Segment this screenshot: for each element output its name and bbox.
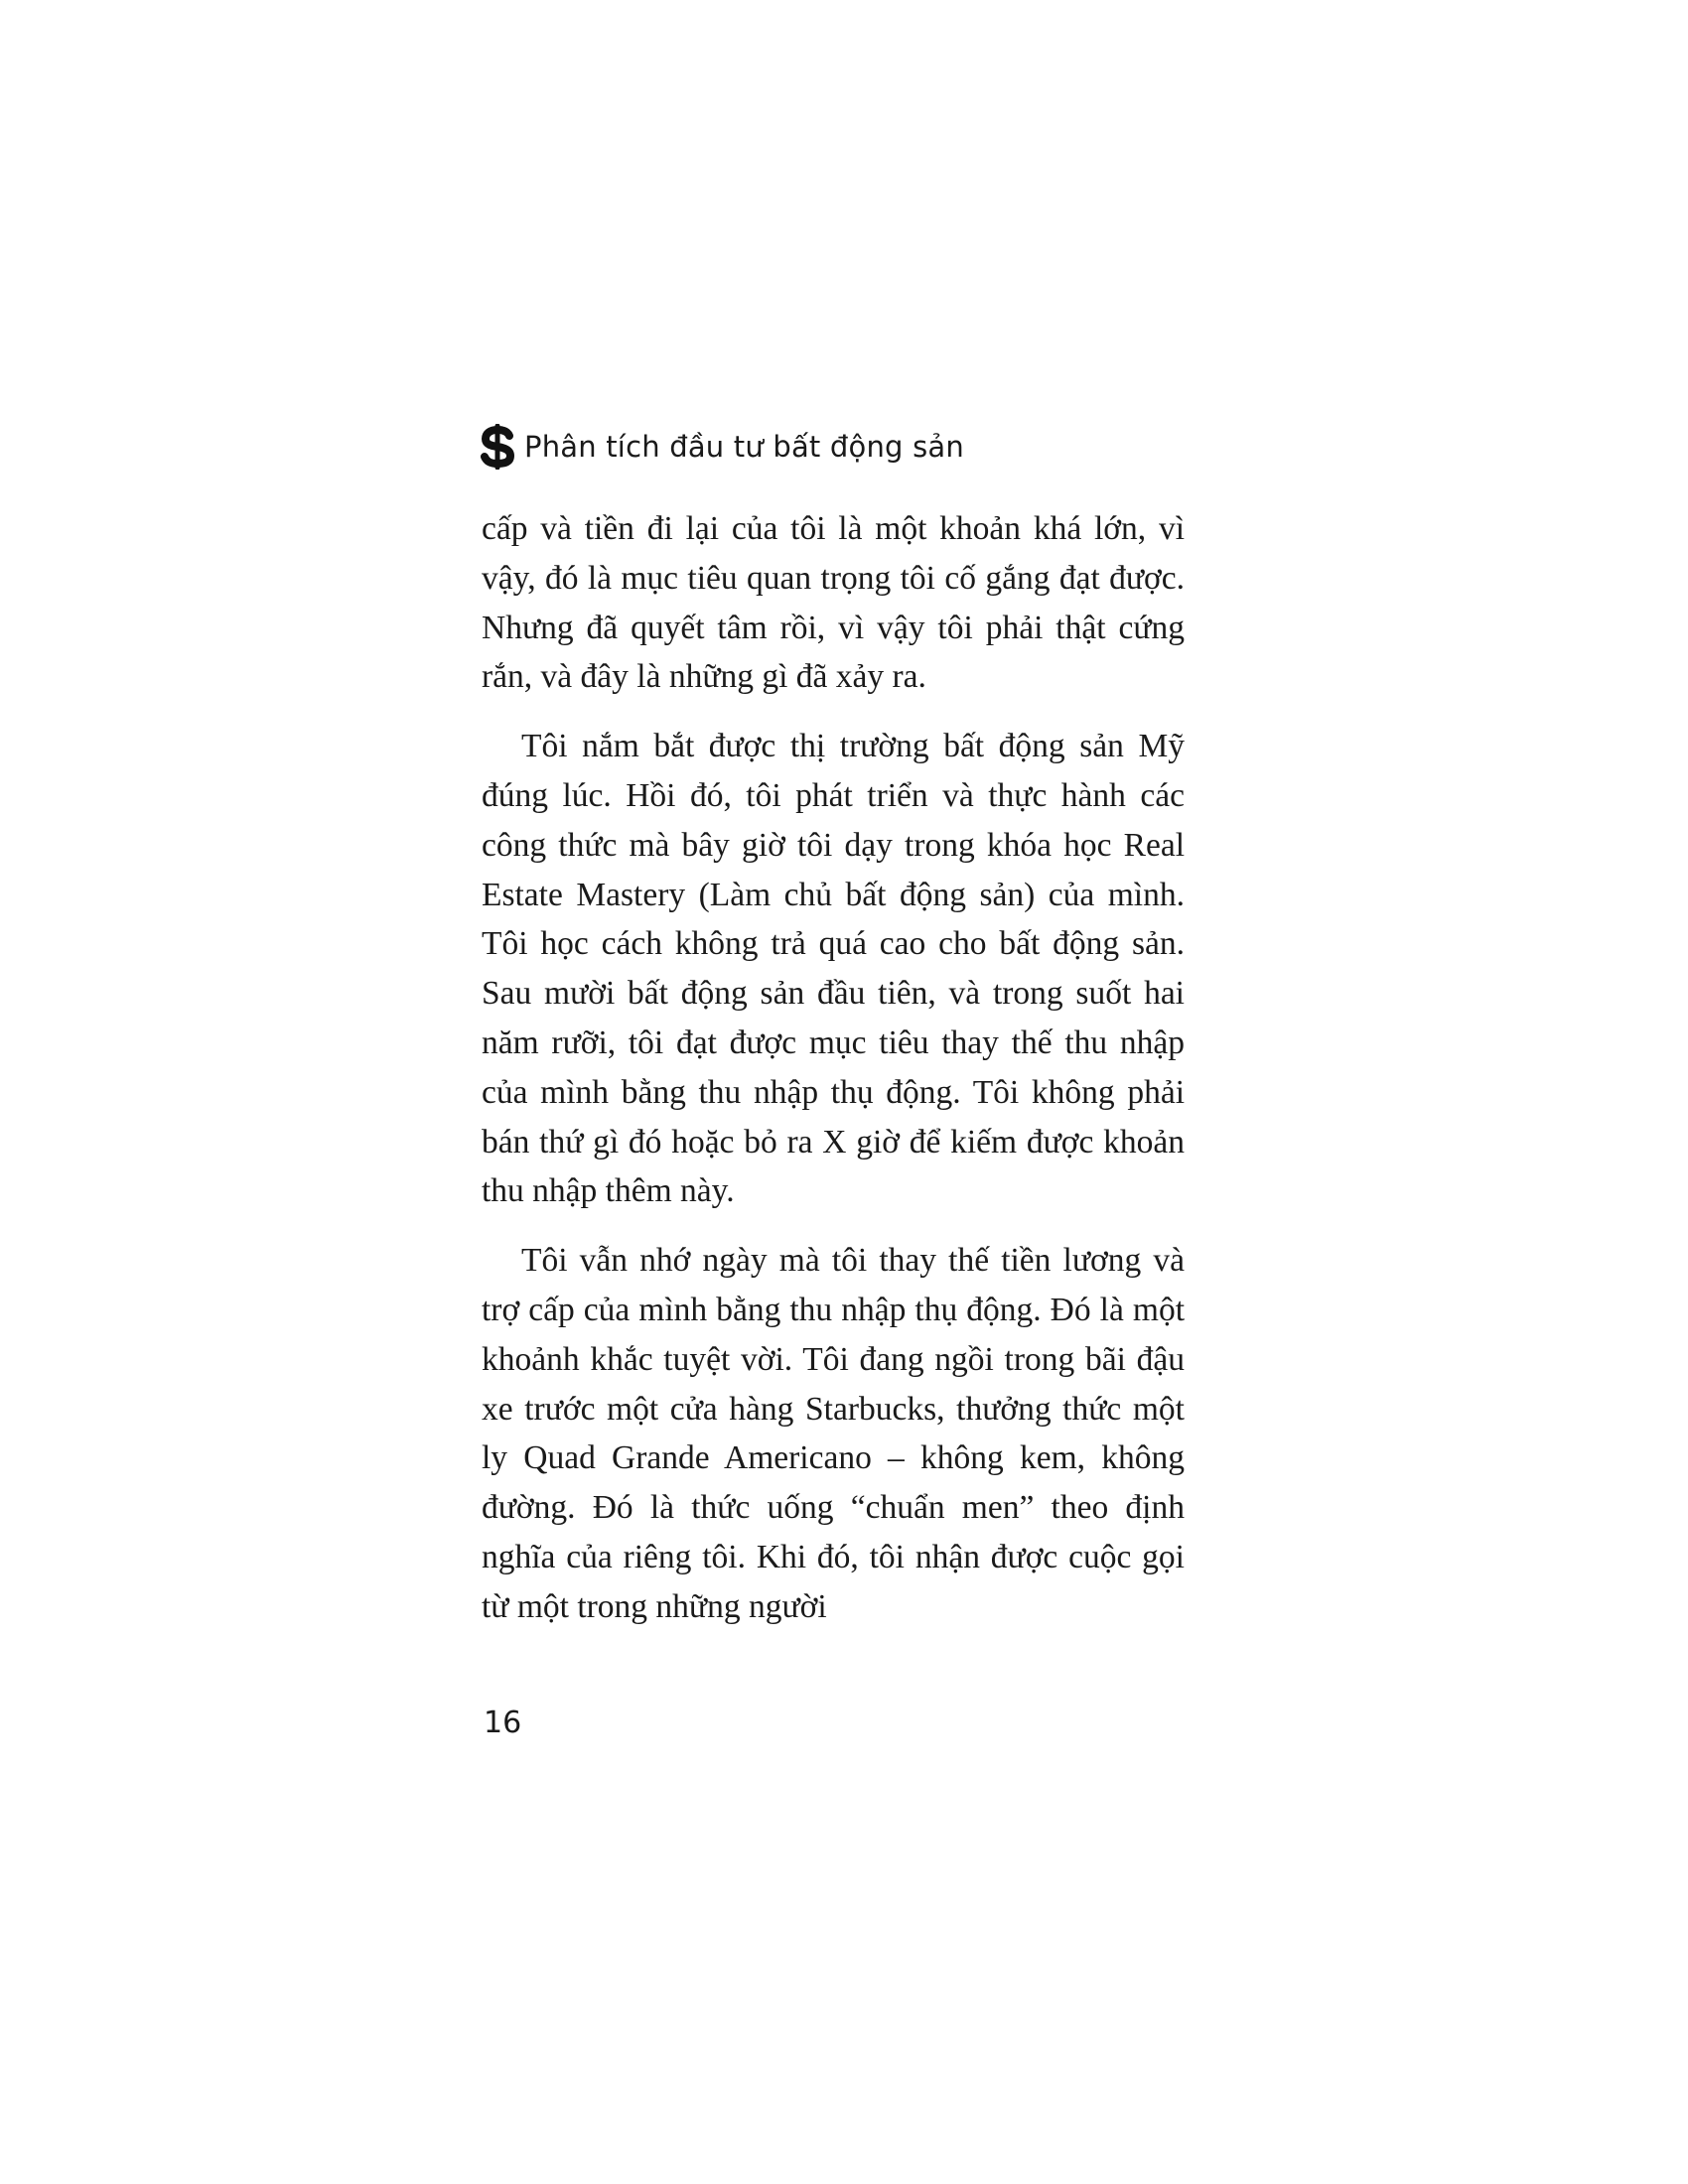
paragraph-3: Tôi vẫn nhớ ngày mà tôi thay thế tiền lương và trợ cấp của mình bằng thu nhập thụ động. Đó là một khoảnh khắc tuyệt vời. Tôi đang ngồi trong bãi đậu xe trước một cửa hàng Starbucks, thưởng thức một ly Quad Grande Americano – không kem, không đường. Đó là thức uống “chuẩn men” theo định nghĩa của riêng tôi. Khi đó, tôi nhận được cuộc gọi từ một trong những người (482, 1242, 1185, 1625)
page-number: 16 (484, 1706, 522, 1740)
running-head (479, 421, 964, 473)
running-title: Phân tích đầu tư bất động sản (524, 430, 964, 464)
paragraph-2: Tôi nắm bắt được thị trường bất động sản Mỹ đúng lúc. Hồi đó, tôi phát triển và thực hành các công thức mà bây giờ tôi dạy trong khóa học Real Estate Mastery (Làm chủ bất động sản) của mình. Tôi học cách không trả quá cao cho bất động sản. Sau mười bất động sản đầu tiên, và trong suốt hai năm rưỡi, tôi đạt được mục tiêu thay thế thu nhập của mình bằng thu nhập thụ động. Tôi không phải bán thứ gì đó hoặc bỏ ra X giờ để kiếm được khoản thu nhập thêm này. (482, 728, 1185, 1210)
dollar-sign-icon (479, 424, 516, 470)
body-text (482, 504, 1185, 1632)
paragraph-1: cấp và tiền đi lại của tôi là một khoản khá lớn, vì vậy, đó là mục tiêu quan trọng tôi cố gắng đạt được. Nhưng đã quyết tâm rồi, vì vậy tôi phải thật cứng rắn, và đây là những gì đã xảy ra. (482, 510, 1185, 696)
